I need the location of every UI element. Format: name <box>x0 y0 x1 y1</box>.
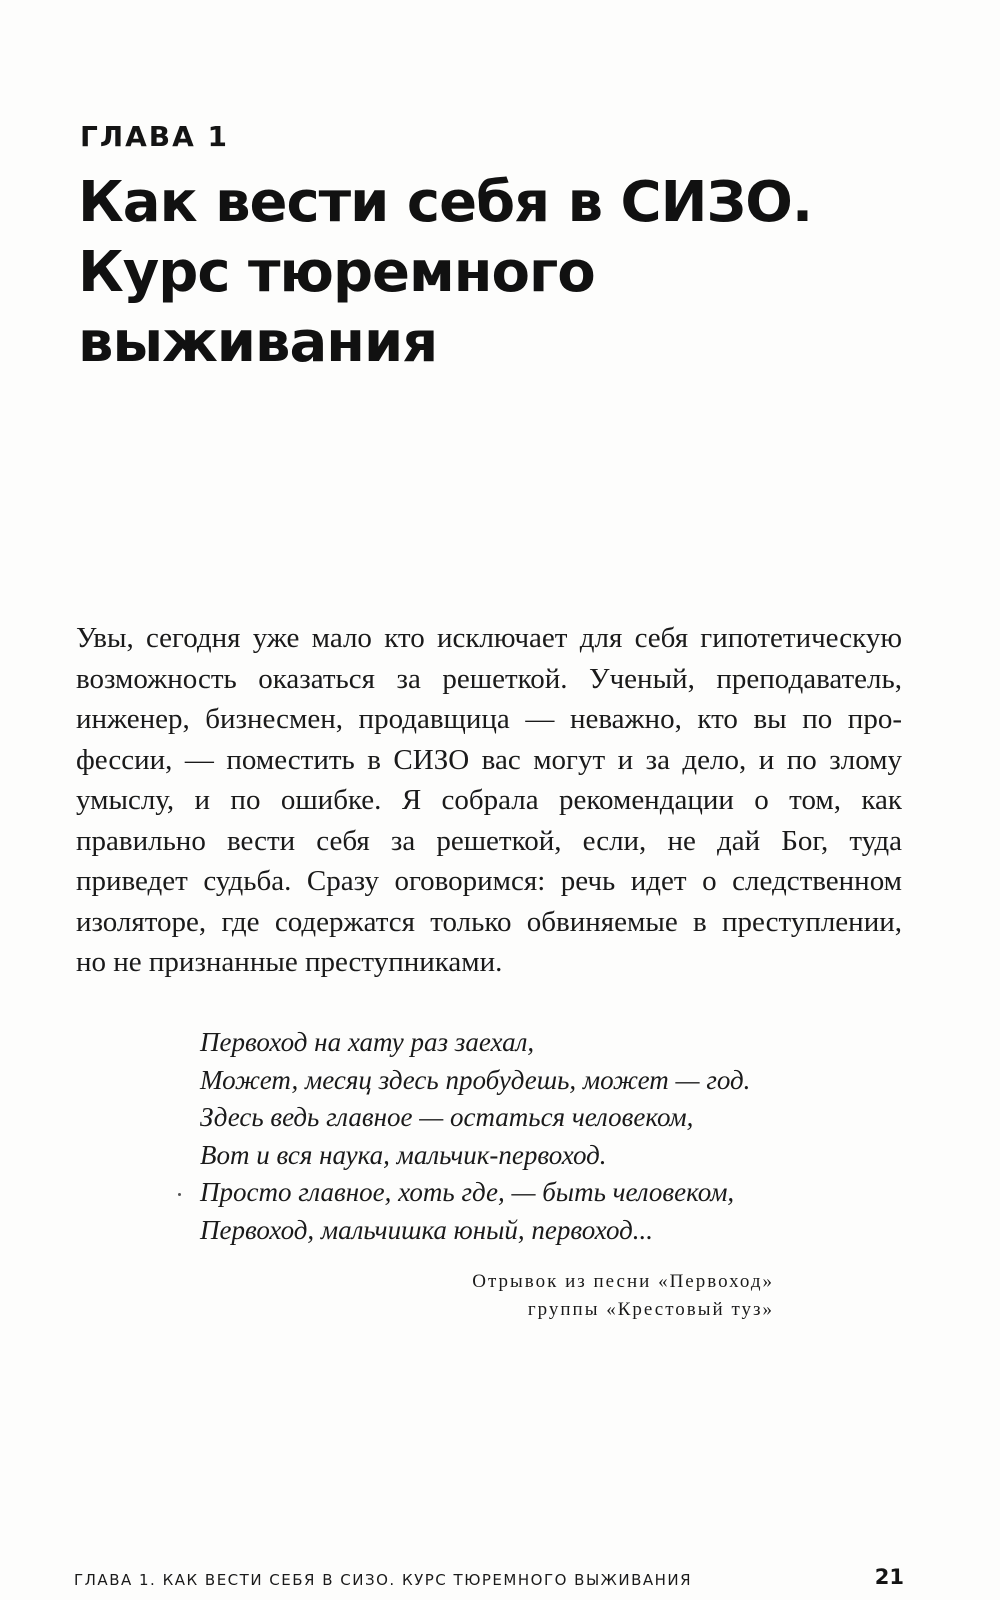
body-line: умыслу, и по ошибке. Я собрала рекомендации о том, как <box>76 784 902 816</box>
body-line: но не признанные преступниками. <box>76 946 503 978</box>
body-line: инженер, бизнесмен, продавщица — неважно, кто вы по про- <box>76 703 902 735</box>
chapter-title-line: Курс тюремного <box>78 240 595 305</box>
body-paragraph <box>76 618 902 983</box>
body-line: возможность оказаться за решеткой. Ученый, преподаватель, <box>76 662 902 695</box>
body-line: изоляторе, где содержатся только обвиняемые в преступлении, <box>76 905 902 938</box>
body-line: фессии, — поместить в СИЗО вас могут и за дело, и по злому <box>76 743 902 776</box>
verse-line: Здесь ведь главное — остаться человеком, <box>200 1102 694 1132</box>
chapter-title-line: выживания <box>78 310 438 375</box>
epigraph-attribution <box>300 1268 774 1324</box>
body-line: Увы, сегодня уже мало кто исключает для себя гипотетическую <box>76 622 902 654</box>
chapter-title-line: Как вести себя в СИЗО. <box>78 170 813 235</box>
running-head: ГЛАВА 1. КАК ВЕСТИ СЕБЯ В СИЗО. КУРС ТЮРЕМНОГО ВЫЖИВАНИЯ <box>74 1571 693 1589</box>
verse-line: Просто главное, хоть где, — быть человеком, <box>200 1177 735 1207</box>
attribution-line: Отрывок из песни «Первоход» <box>472 1271 774 1292</box>
verse-line: Первоход, мальчишка юный, первоход... <box>200 1214 654 1245</box>
page-number: 21 <box>874 1565 904 1589</box>
verse-line: Вот и вся наука, мальчик-первоход. <box>200 1139 607 1170</box>
epigraph-verse <box>200 1024 780 1249</box>
body-line: правильно вести себя за решеткой, если, не дай Бог, туда <box>76 824 902 857</box>
body-line: приведет судьба. Сразу оговоримся: речь идет о следственном <box>76 865 902 897</box>
chapter-title <box>78 168 938 378</box>
chapter-label: ГЛАВА 1 <box>80 120 230 153</box>
verse-line: Первоход на хату раз заехал, <box>200 1027 535 1057</box>
verse-line: Может, месяц здесь пробудешь, может — год. <box>200 1064 751 1095</box>
print-speck <box>178 1193 181 1196</box>
attribution-line: группы «Крестовый туз» <box>527 1299 774 1320</box>
